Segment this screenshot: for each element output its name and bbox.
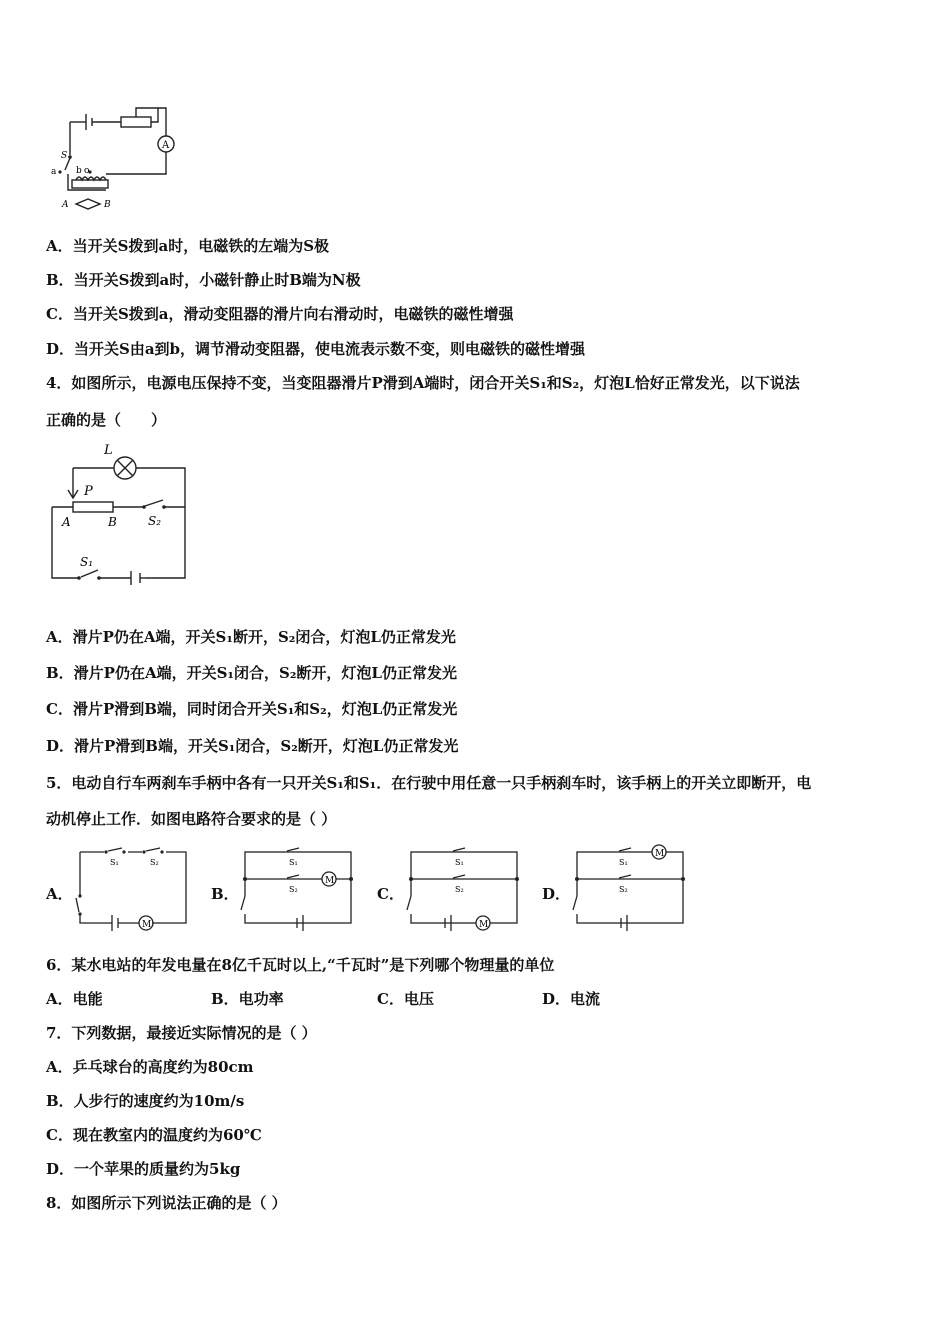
q5-circuit-a: [76, 848, 191, 933]
q4-stem-line2: 正确的是（ ）: [46, 411, 167, 429]
q5-circuit-c: [407, 848, 522, 933]
q4-option-d: D．滑片P滑到B端，开关S₁闭合，S₂断开，灯泡L仍正常发光: [46, 737, 459, 755]
q3-circuit-figure: [48, 100, 188, 215]
q5d-s2: S₂: [619, 885, 628, 894]
q3-option-a: A．当开关S拨到a时，电磁铁的左端为S极: [46, 237, 330, 255]
q3-option-d: D．当开关S由a到b，调节滑动变阻器，使电流表示数不变，则电磁铁的磁性增强: [46, 340, 586, 358]
q4-lamp-label: L: [104, 443, 113, 458]
q6-stem: 6．某水电站的年发电量在8亿千瓦时以上,“千瓦时”是下列哪个物理量的单位: [46, 956, 555, 974]
q3-label-s: S: [61, 151, 68, 161]
q5a-s2: S₂: [150, 858, 159, 867]
q7-option-c: C．现在教室内的温度约为60℃: [46, 1126, 262, 1144]
q5c-s2: S₂: [455, 885, 464, 894]
q5-choice-b-label: B．: [211, 885, 239, 903]
q5b-s1: S₁: [289, 858, 298, 867]
q5-choice-c-label: C．: [377, 885, 404, 903]
q6-option-a: A．电能: [46, 990, 103, 1008]
q4-circuit-figure: [48, 440, 193, 585]
q5-choice-d-label: D．: [542, 885, 571, 903]
q3-compass-a: A: [62, 200, 69, 210]
q3-label-b: b: [76, 166, 82, 176]
q6-option-c: C．电压: [377, 990, 434, 1008]
q4-option-a: A．滑片P仍在A端，开关S₁断开，S₂闭合，灯泡L仍正常发光: [46, 628, 456, 646]
q5c-motor: M: [479, 920, 489, 930]
q4-slider-label: P: [84, 484, 93, 499]
q7-option-d: D．一个苹果的质量约为5kg: [46, 1160, 241, 1178]
q5b-s2: S₂: [289, 885, 298, 894]
q4-option-c: C．滑片P滑到B端，同时闭合开关S₁和S₂，灯泡L仍正常发光: [46, 700, 458, 718]
q8-stem: 8．如图所示下列说法正确的是（ ）: [46, 1194, 287, 1212]
q6-option-b: B．电功率: [211, 990, 284, 1008]
q5-circuit-b: [241, 848, 356, 933]
q7-stem: 7．下列数据，最接近实际情况的是（ ）: [46, 1024, 317, 1042]
q5-choice-a-label: A．: [46, 885, 73, 903]
q3-label-a: a: [51, 167, 57, 177]
q5-circuit-d: [573, 848, 688, 933]
q4-stem-line1: 4．如图所示，电源电压保持不变，当变阻器滑片P滑到A端时，闭合开关S₁和S₂，灯泡L恰好正常发光，以下说法: [46, 374, 800, 392]
q5-stem-line1: 5．电动自行车两刹车手柄中各有一只开关S₁和S₁．在行驶中用任意一只手柄刹车时，该手柄上的开关立即断开，电: [46, 774, 812, 792]
q4-end-b-label: B: [108, 515, 117, 529]
q3-ammeter-label: A: [162, 140, 170, 151]
q5d-s1: S₁: [619, 858, 628, 867]
q4-s1-label: S₁: [80, 555, 94, 569]
q3-label-o: o: [84, 166, 90, 176]
q6-options: [46, 989, 646, 1009]
q5d-motor: M: [655, 849, 665, 859]
q4-end-a-label: A: [62, 515, 71, 529]
q5a-s1: S₁: [110, 858, 119, 867]
q4-option-b: B．滑片P仍在A端，开关S₁闭合，S₂断开，灯泡L仍正常发光: [46, 664, 457, 682]
q4-s2-label: S₂: [148, 514, 162, 528]
q7-option-b: B．人步行的速度约为10m/s: [46, 1092, 245, 1110]
q5-stem-line2: 动机停止工作．如图电路符合要求的是（ ）: [46, 810, 337, 828]
q5b-motor: M: [325, 876, 335, 886]
q7-option-a: A．乒乓球台的高度约为80cm: [46, 1058, 254, 1076]
q6-option-d: D．电流: [542, 990, 601, 1008]
q3-option-b: B．当开关S拨到a时，小磁针静止时B端为N极: [46, 271, 361, 289]
q3-option-c: C．当开关S拨到a，滑动变阻器的滑片向右滑动时，电磁铁的磁性增强: [46, 305, 514, 323]
q5a-motor: M: [142, 920, 152, 930]
q5c-s1: S₁: [455, 858, 464, 867]
q3-compass-b: B: [104, 200, 111, 210]
